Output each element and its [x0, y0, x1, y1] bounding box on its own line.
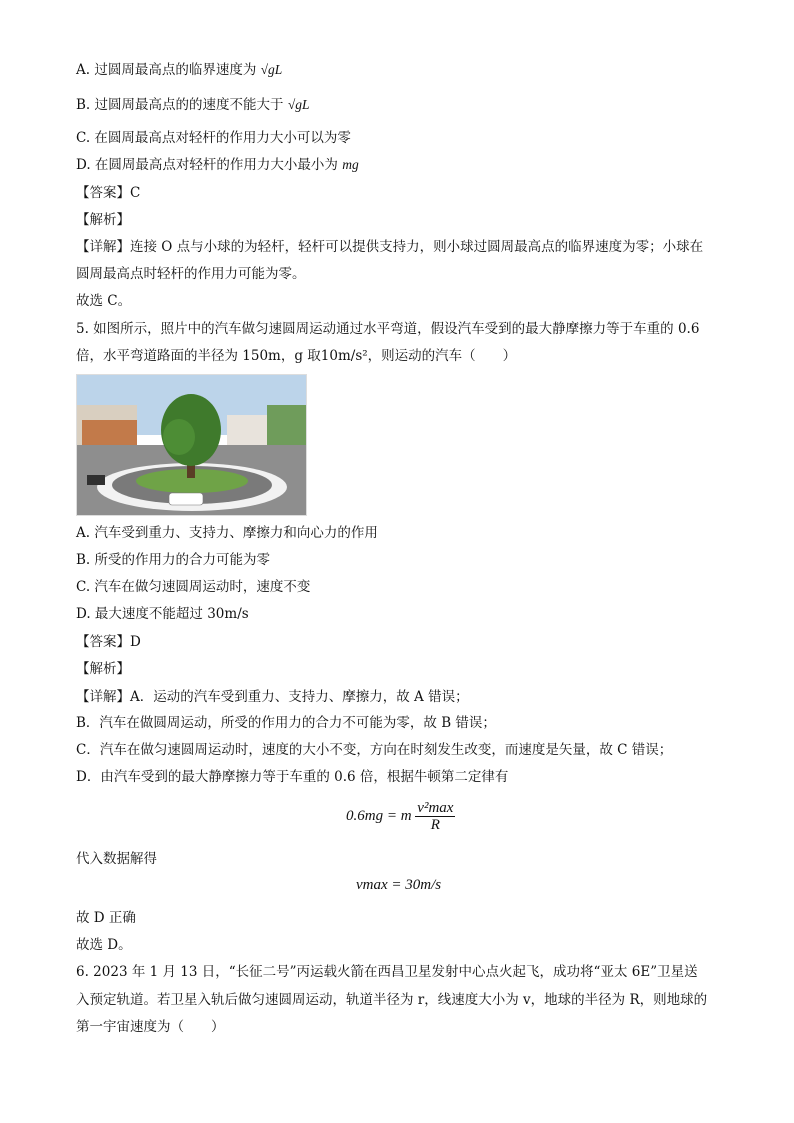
q5-option-c: C. 汽车在做匀速圆周运动时，速度不变 [76, 579, 311, 595]
q5-option-a: A. 汽车受到重力、支持力、摩擦力和向心力的作用 [76, 525, 378, 541]
q5-d-correct: 故 D 正确 [76, 910, 136, 926]
q4-option-b-math: √gL [287, 97, 310, 112]
q5-conclusion: 故选 D。 [76, 937, 132, 953]
q4-option-a [76, 61, 282, 79]
q5-answer: 【答案】D [76, 634, 141, 650]
q4-analysis-label: 【解析】 [76, 212, 130, 228]
q4-option-d [76, 156, 359, 174]
q4-detail-line-2: 圆周最高点时轻杆的作用力可能为零。 [76, 266, 306, 282]
q5-stem-line-2: 倍，水平弯道路面的半径为 150m，g 取10m/s²，则运动的汽车（ ） [76, 348, 517, 364]
q4-option-b-text: B. 过圆周最高点的的速度不能大于 [76, 97, 284, 113]
q4-answer: 【答案】C [76, 185, 141, 201]
equation-denominator: R [430, 817, 440, 833]
q5-option-b: B. 所受的作用力的合力可能为零 [76, 552, 271, 568]
equation-max-speed: vmax = 30m/s [356, 877, 442, 893]
roundabout-photo-illustration [77, 375, 306, 515]
q5-detail-d: D．由汽车受到的最大静摩擦力等于车重的 0.6 倍，根据牛顿第二定律有 [76, 769, 509, 785]
roundabout-photo [76, 374, 307, 516]
q5-detail-c: C．汽车在做匀速圆周运动时，速度的大小不变，方向在时刻发生改变，而速度是矢量，故 C 错误； [76, 742, 673, 758]
q4-option-a-text: A. 过圆周最高点的临界速度为 [76, 62, 257, 78]
equation-fraction [415, 800, 455, 833]
q4-option-b [76, 96, 309, 114]
q4-option-c: C. 在圆周最高点对轻杆的作用力大小可以为零 [76, 130, 351, 146]
q4-detail-line-1: 【详解】连接 O 点与小球的为轻杆，轻杆可以提供支持力，则小球过圆周最高点的临界速度为零；小球在 [76, 239, 704, 255]
equation-newton-second-law [346, 800, 455, 833]
substitute-text: 代入数据解得 [76, 851, 157, 867]
q5-option-d: D. 最大速度不能超过 30m/s [76, 606, 249, 622]
q5-detail-a: 【详解】A．运动的汽车受到重力、支持力、摩擦力，故 A 错误； [76, 689, 469, 705]
q6-stem-line-2: 入预定轨道。若卫星入轨后做匀速圆周运动，轨道半径为 r，线速度大小为 v，地球的半径为 R，则地球的 [76, 992, 708, 1008]
equation-left-side: 0.6mg = m [346, 807, 412, 824]
q5-detail-b: B．汽车在做圆周运动，所受的作用力的合力不可能为零，故 B 错误； [76, 715, 496, 731]
q6-stem-line-3: 第一宇宙速度为（ ） [76, 1019, 225, 1035]
q4-option-d-math: mg [342, 157, 359, 172]
q6-stem-line-1: 6. 2023 年 1 月 13 日，“长征二号”丙运载火箭在西昌卫星发射中心点火起飞，成功将“亚太 6E”卫星送 [76, 964, 698, 980]
q5-stem-line-1: 5. 如图所示，照片中的汽车做匀速圆周运动通过水平弯道，假设汽车受到的最大静摩擦力等于车重的 0.6 [76, 321, 700, 337]
q4-conclusion: 故选 C。 [76, 293, 132, 309]
q4-option-d-text: D. 在圆周最高点对轻杆的作用力大小最小为 [76, 157, 338, 173]
equation-numerator: v²max [417, 800, 454, 816]
q4-option-a-math: √gL [260, 62, 283, 77]
q5-analysis-label: 【解析】 [76, 661, 130, 677]
